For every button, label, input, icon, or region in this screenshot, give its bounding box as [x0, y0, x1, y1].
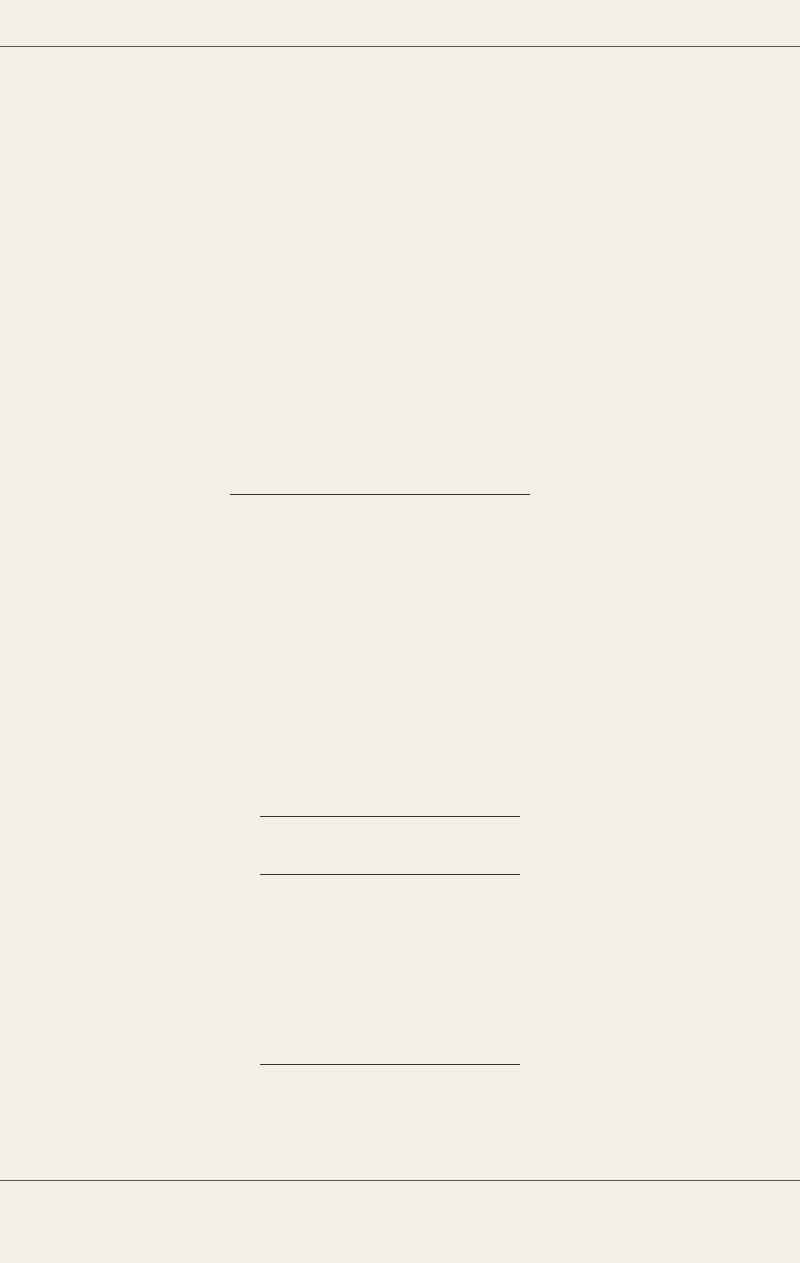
header-rule [0, 46, 800, 47]
footer-rule [0, 1180, 800, 1181]
section-divider [260, 816, 520, 817]
section-divider [230, 494, 530, 495]
section-divider [260, 874, 520, 875]
section-divider [260, 1064, 520, 1065]
